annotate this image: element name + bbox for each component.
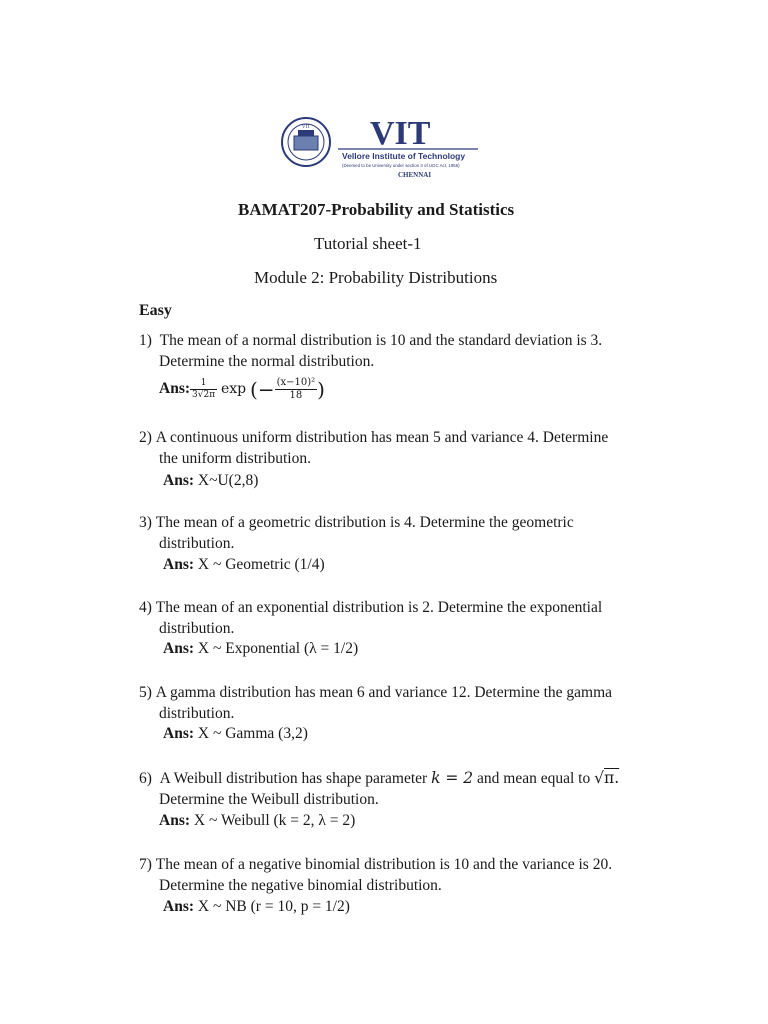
- section-heading: Easy: [139, 302, 172, 319]
- answer-1: Ans: $\frac{1}{3√2\pi}$ exp (− $\frac{\text{(x−10)²}}{18}$ ): [159, 377, 325, 402]
- course-title: BAMAT207-Probability and Statistics: [238, 200, 515, 219]
- vit-fullname: Vellore Institute of Technology: [342, 151, 466, 161]
- question-4: 4) The mean of an exponential distribution is 2. Determine the exponential distribution.: [139, 599, 603, 637]
- answer-5: Ans: X ~ Gamma (3,2): [163, 725, 308, 742]
- question-6: 6) A Weibull distribution has shape parameter k = 2 and mean equal to √π. Determine the Weibull distribution.: [139, 769, 620, 808]
- tutorial-sheet-title: Tutorial sheet-1: [314, 234, 422, 253]
- vit-logo: [280, 110, 480, 182]
- module-title: Module 2: Probability Distributions: [254, 268, 498, 287]
- vit-campus: CHENNAI: [398, 171, 432, 179]
- shape-parameter: k = 2: [431, 769, 474, 787]
- question-3: 3) The mean of a geometric distribution is 4. Determine the geometric distribution.: [139, 514, 574, 552]
- question-2: 2) A continuous uniform distribution has mean 5 and variance 4. Determine the uniform distribution.: [139, 429, 609, 467]
- answer-4: Ans: X ~ Exponential (λ = 1/2): [163, 640, 359, 657]
- question-7: 7) The mean of a negative binomial distribution is 10 and the variance is 20. Determine the negative binomial distribution.: [139, 856, 613, 894]
- formula-coefficient: $\frac{1}{3√2\pi}$: [192, 378, 216, 400]
- sqrt-pi: √π.: [594, 769, 620, 787]
- question-1: 1) The mean of a normal distribution is 10 and the standard deviation is 3. Determine the normal distribution.: [139, 332, 603, 370]
- answer-2: Ans: X~U(2,8): [163, 472, 259, 489]
- svg-text:VIT: VIT: [301, 125, 311, 130]
- question-5: 5) A gamma distribution has mean 6 and variance 12. Determine the gamma distribution.: [139, 684, 613, 722]
- answer-3: Ans: X ~ Geometric (1/4): [163, 556, 325, 573]
- vit-wordmark: VIT: [370, 115, 431, 152]
- answer-6: Ans: X ~ Weibull (k = 2, λ = 2): [159, 812, 356, 829]
- formula-exponent: $\frac{\text{(x−10)²}}{18}$: [276, 377, 316, 401]
- answer-7: Ans: X ~ NB (r = 10, p = 1/2): [163, 898, 350, 915]
- vit-note: (Deemed to be University under section 3 of UGC Act, 1956): [342, 163, 460, 168]
- vit-seal-icon: [282, 118, 330, 166]
